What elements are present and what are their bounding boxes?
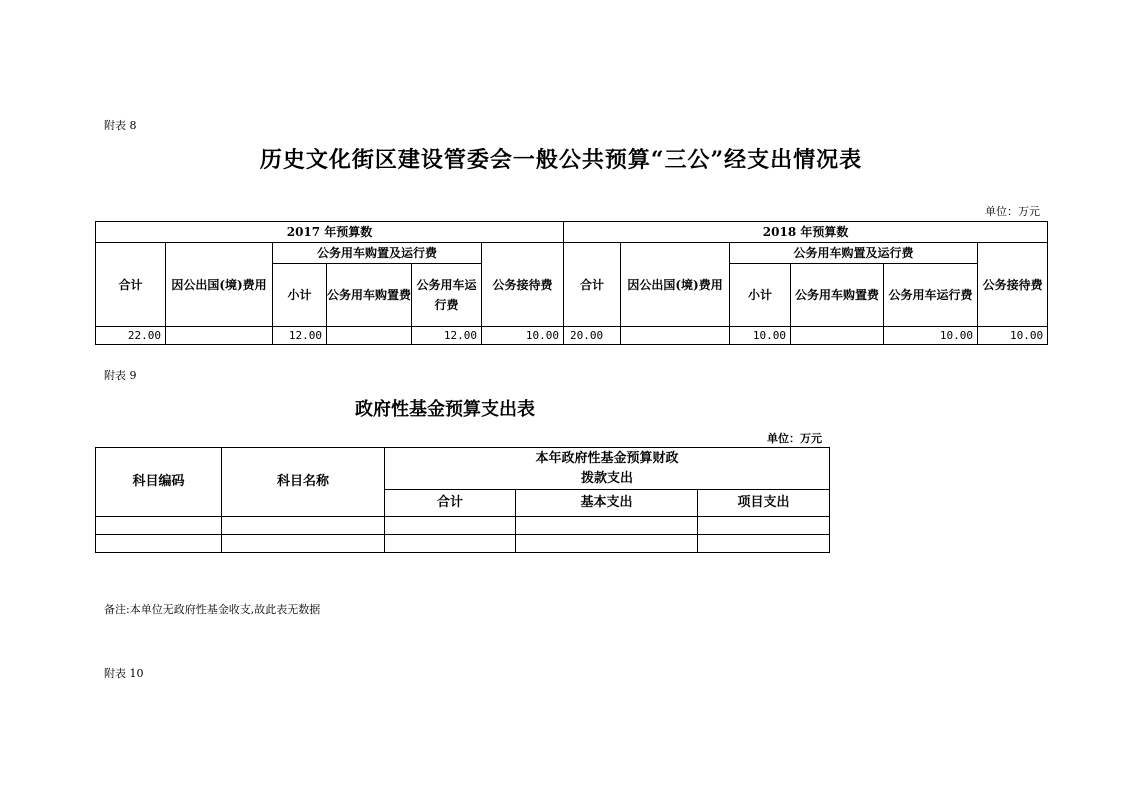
reception-2017-value: 10.00: [482, 327, 564, 345]
operation-2017-value: 12.00: [412, 327, 482, 345]
abroad-2017-header: 因公出国(境)费用: [166, 243, 273, 327]
table-row: [96, 517, 830, 535]
operation-2017-header: 公务用车运行费: [412, 264, 482, 327]
section9-title: 政府性基金预算支出表: [355, 399, 535, 420]
vehicle-group-2018-header: 公务用车购置及运行费: [730, 243, 978, 264]
purchase-2017-value: [327, 327, 412, 345]
year-2017-header: 2017 年预算数: [96, 222, 564, 243]
subtotal-2017-value: 12.00: [273, 327, 327, 345]
section9-note: 备注:本单位无政府性基金收支,故此表无数据: [104, 603, 321, 616]
section9-label: 附表 9: [104, 369, 137, 382]
subtotal-2017-header: 小计: [273, 264, 327, 327]
abroad-2017-value: [166, 327, 273, 345]
purchase-2018-header: 公务用车购置费: [791, 264, 884, 327]
government-fund-expenditure-table: [95, 447, 830, 553]
section8-unit: 单位：万元: [985, 205, 1040, 218]
section10-label: 附表 10: [104, 667, 144, 680]
section8-label: 附表 8: [104, 119, 137, 132]
table-row: [96, 535, 830, 553]
three-public-expenses-table: [95, 221, 1048, 345]
total-2017-value: 22.00: [96, 327, 166, 345]
section8-title: 历史文化街区建设管委会一般公共预算“三公”经支出情况表: [259, 147, 863, 173]
total-2017-header: 合计: [96, 243, 166, 327]
abroad-2018-value: [621, 327, 730, 345]
year-2018-header: 2018 年预算数: [564, 222, 1048, 243]
project-expense-header: 项目支出: [698, 490, 830, 517]
reception-2018-header: 公务接待费: [978, 243, 1048, 327]
total-2018-header: 合计: [564, 243, 621, 327]
subtotal-2018-value: 10.00: [730, 327, 791, 345]
allocation-header-line2: 拨款支出: [581, 470, 634, 486]
purchase-2018-value: [791, 327, 884, 345]
reception-2017-header: 公务接待费: [482, 243, 564, 327]
total-2018-value: 20.00: [564, 327, 621, 345]
subtotal-2018-header: 小计: [730, 264, 791, 327]
allocation-header: [385, 448, 830, 490]
section9-unit: 单位：万元: [767, 432, 822, 445]
reception-2018-value: 10.00: [978, 327, 1048, 345]
purchase-2017-header: 公务用车购置费: [327, 264, 412, 327]
operation-2018-header: 公务用车运行费: [884, 264, 978, 327]
abroad-2018-header: 因公出国(境)费用: [621, 243, 730, 327]
subject-code-header: 科目编码: [96, 448, 222, 517]
basic-expense-header: 基本支出: [516, 490, 698, 517]
table-row: [96, 327, 1048, 345]
allocation-header-line1: 本年政府性基金预算财政: [535, 450, 679, 466]
total-header: 合计: [385, 490, 516, 517]
subject-name-header: 科目名称: [222, 448, 385, 517]
vehicle-group-2017-header: 公务用车购置及运行费: [273, 243, 482, 264]
operation-2018-value: 10.00: [884, 327, 978, 345]
